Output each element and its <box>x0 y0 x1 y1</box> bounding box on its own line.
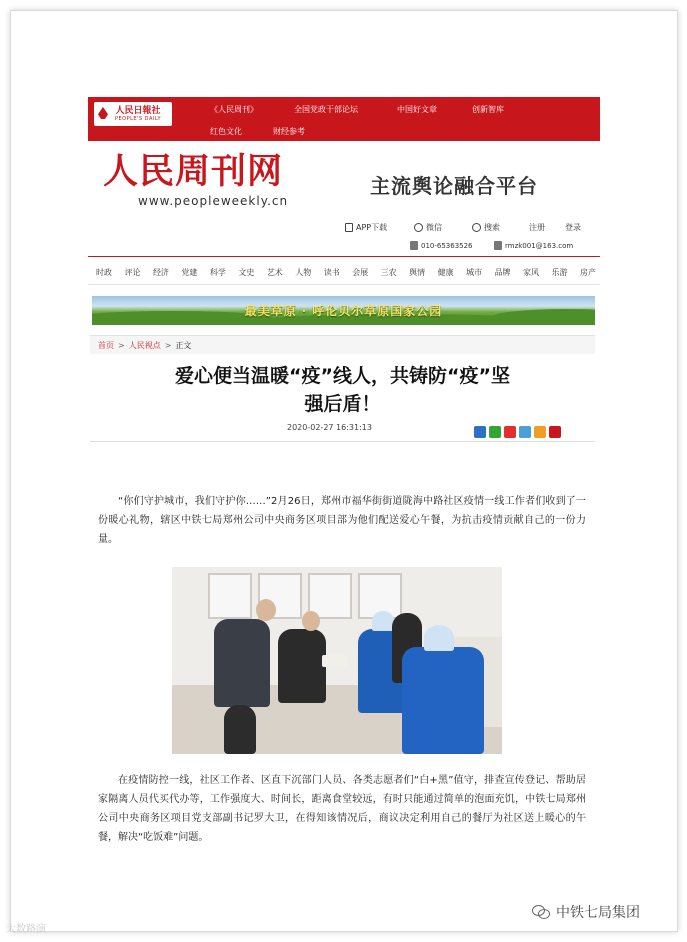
wechat-logo-icon <box>532 905 550 919</box>
person-dark-coat <box>214 619 270 707</box>
login-link[interactable]: 登录 <box>565 223 581 232</box>
article-photo <box>172 567 502 754</box>
article-title <box>90 362 595 418</box>
watermark-right-text: 中铁七局集团 <box>556 905 640 921</box>
header-divider <box>88 256 600 257</box>
breadcrumb-separator: > <box>118 340 125 350</box>
email-address: rmzk001@163.com <box>505 241 574 250</box>
channel-link[interactable]: 健康 <box>437 268 454 277</box>
share-people-icon[interactable] <box>549 426 561 438</box>
register-link[interactable]: 注册 <box>529 223 545 232</box>
watermark-left-text: 大数路演 <box>6 924 46 935</box>
channel-link[interactable]: 乐游 <box>551 268 568 277</box>
nav-link-weekly[interactable]: 《人民周刊》 <box>210 105 258 114</box>
channel-link[interactable]: 评论 <box>124 268 141 277</box>
share-star-icon[interactable] <box>534 426 546 438</box>
contact-phone <box>410 241 473 250</box>
channel-link[interactable]: 会展 <box>352 268 369 277</box>
search-label: 搜索 <box>484 223 500 232</box>
breadcrumb-current: 正文 <box>175 340 192 350</box>
app-download-label: APP下载 <box>356 223 388 232</box>
person-cap <box>372 611 394 631</box>
phone-icon <box>345 223 353 232</box>
site-slogan: 主流舆论融合平台 <box>370 174 538 198</box>
mail-icon <box>494 241 502 250</box>
channel-link[interactable]: 党建 <box>181 268 198 277</box>
logo-cn: 人民日報社 <box>115 105 161 116</box>
channel-link[interactable]: 品牌 <box>494 268 511 277</box>
person-cap <box>424 625 454 651</box>
nav-link-think-tank[interactable]: 创新智库 <box>472 105 504 114</box>
nav-link-red-culture[interactable]: 红色文化 <box>210 127 242 136</box>
nav-link-finance[interactable]: 财经参考 <box>273 127 305 136</box>
channel-nav <box>96 267 596 278</box>
nav-link-forum[interactable]: 全国党政干部论坛 <box>294 105 358 114</box>
watermark-right <box>532 902 640 922</box>
article-paragraph: “你们守护城市，我们守护你……”2月26日，郑州市福华街街道陇海中路社区疫情一线工作者们收到了一份暖心礼物，辖区中铁七局郑州公司中央商务区项目部为他们配送爱心午餐，为抗击疫情贡献自己的一份力量。 <box>98 496 586 545</box>
contact-email[interactable] <box>494 241 573 250</box>
share-bar <box>474 426 561 438</box>
logo-mark-icon <box>98 107 108 119</box>
article-title-line1: 爱心便当温暖“疫”线人，共铸防“疫”坚 <box>175 365 510 387</box>
channel-link[interactable]: 城市 <box>466 268 483 277</box>
top-nav-bar <box>88 97 600 141</box>
share-qzone-icon[interactable] <box>519 426 531 438</box>
wechat-link[interactable] <box>414 222 442 233</box>
breadcrumb <box>90 335 595 354</box>
app-download-link[interactable] <box>345 222 387 233</box>
watermark-left <box>6 920 46 935</box>
breadcrumb-section[interactable]: 人民视点 <box>128 340 161 350</box>
phone-number: 010-65363526 <box>421 241 473 250</box>
photo-frame <box>208 573 252 619</box>
wechat-label: 微信 <box>426 223 442 232</box>
telephone-icon <box>410 241 418 250</box>
search-icon <box>472 223 481 232</box>
channel-link[interactable]: 舆情 <box>409 268 426 277</box>
wechat-icon <box>414 223 423 232</box>
person-legs <box>224 705 256 754</box>
share-weibo-icon[interactable] <box>504 426 516 438</box>
share-plus-icon[interactable] <box>474 426 486 438</box>
person-black-jacket <box>278 629 326 703</box>
nav-link-good-articles[interactable]: 中国好文章 <box>397 105 437 114</box>
article-title-line2: 强后盾！ <box>304 393 381 415</box>
person-head <box>256 599 276 621</box>
title-divider <box>90 441 595 442</box>
share-wechat-icon[interactable] <box>489 426 501 438</box>
channel-link[interactable]: 时政 <box>96 268 112 277</box>
publish-date: 2020-02-27 16:31:13 <box>287 423 372 432</box>
site-url: www.peopleweekly.cn <box>138 194 289 208</box>
search-link[interactable] <box>472 222 500 233</box>
peoples-daily-logo[interactable] <box>94 102 172 126</box>
lunch-box <box>322 655 348 667</box>
site-brand[interactable]: 人民周刊网 <box>103 151 284 192</box>
channel-link[interactable]: 三农 <box>380 268 397 277</box>
channel-link[interactable]: 经济 <box>152 268 169 277</box>
channel-link[interactable]: 人物 <box>295 268 312 277</box>
logo-en: PEOPLE'S DAILY <box>114 115 162 122</box>
breadcrumb-separator: > <box>164 340 172 350</box>
channel-link[interactable]: 艺术 <box>266 268 283 277</box>
breadcrumb-home[interactable]: 首页 <box>98 340 114 350</box>
person-head <box>302 611 320 631</box>
channel-link[interactable]: 文史 <box>238 268 255 277</box>
article-paragraph: 在疫情防控一线，社区工作者、区直下沉部门人员、各类志愿者们“白+黑”值守，排查宣传登记、帮助居家隔离人员代买代办等，工作强度大、时间长，距离食堂较远，有时只能通过简单的泡面充饥，中铁七局郑州公司中央商务区项目党支部副书记罗大卫，在得知该情况后，商议决定利用自己的餐厅为社区送上暖心的午餐，解决“吃饭难”问题。 <box>98 775 586 843</box>
banner-text: 最美草原 · 呼伦贝尔草原国家公园 <box>244 304 443 318</box>
person-blue-coat-front <box>402 647 484 754</box>
promo-banner[interactable] <box>92 296 595 325</box>
channel-divider <box>88 284 600 285</box>
channel-link[interactable]: 家风 <box>523 268 540 277</box>
channel-link[interactable]: 科学 <box>209 268 226 277</box>
channel-link[interactable]: 房产 <box>579 268 596 277</box>
channel-link[interactable]: 读书 <box>323 268 340 277</box>
